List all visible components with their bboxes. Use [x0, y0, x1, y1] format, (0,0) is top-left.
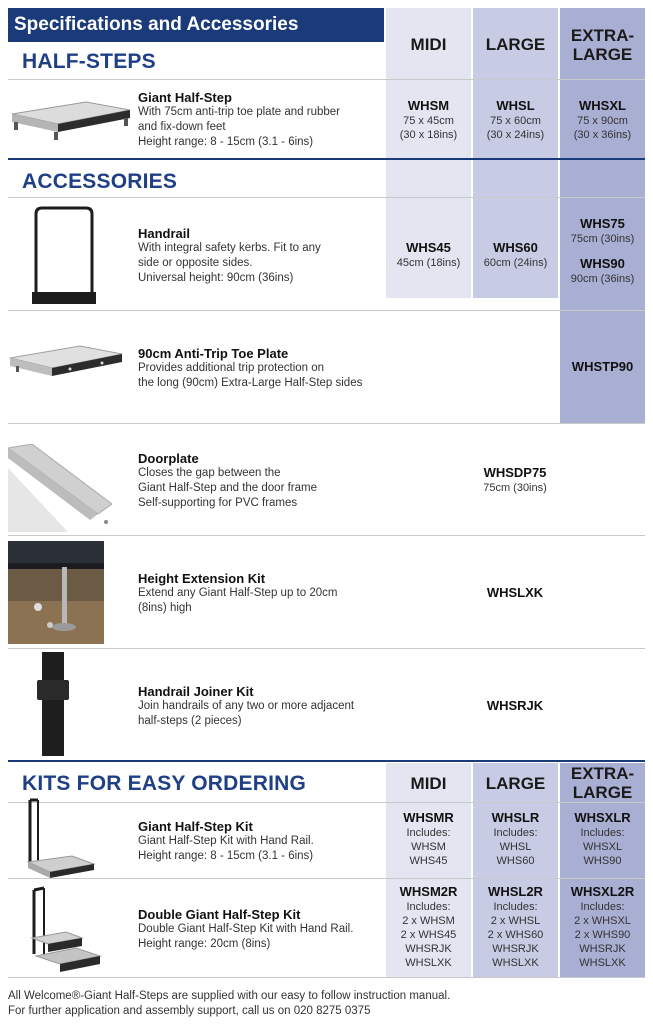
- kit1-midi-cell: [386, 810, 471, 868]
- double-half-step-kit-text: [138, 907, 383, 952]
- half-step-kit-desc-1: Giant Half-Step Kit with Hand Rail.: [138, 835, 314, 847]
- divider: [8, 310, 645, 311]
- kit1-large-line: Includes:: [493, 827, 538, 839]
- toe-plate-image: [6, 338, 124, 394]
- half-step-midi-code: WHSM: [407, 98, 450, 113]
- height-extension-name: Height Extension Kit: [138, 571, 266, 586]
- divider: [8, 648, 645, 649]
- handrail-midi-cell: [386, 240, 471, 270]
- double-half-step-kit-desc-2: Height range: 20cm (8ins): [138, 938, 271, 950]
- kit1-midi-line: Includes:: [406, 827, 451, 839]
- doorplate-cell: [450, 465, 580, 495]
- kit1-midi-line: WHS45: [409, 855, 448, 867]
- half-step-large-code: WHSL: [496, 98, 535, 113]
- double-half-step-kit-desc-1: Double Giant Half-Step Kit with Hand Rail.: [138, 923, 354, 935]
- half-step-large-cell: [473, 98, 558, 142]
- kit1-xl-cell: [560, 810, 645, 868]
- kit2-large-cell: [473, 884, 558, 970]
- kits-column-header-midi: MIDI: [410, 773, 447, 793]
- handrail-desc-3: Universal height: 90cm (36ins): [138, 272, 294, 284]
- half-step-xl-size-ins: (30 x 36ins): [573, 129, 632, 141]
- handrail-xl-code-2: WHS90: [580, 256, 625, 271]
- height-extension-desc-1: Extend any Giant Half-Step up to 20cm: [138, 587, 338, 599]
- section-divider: [8, 158, 645, 160]
- toe-plate-name: 90cm Anti-Trip Toe Plate: [138, 346, 289, 361]
- kit2-midi-line: Includes:: [406, 901, 451, 913]
- height-extension-image: [8, 541, 104, 644]
- height-extension-desc-2: (8ins) high: [138, 602, 192, 614]
- section-divider: [8, 760, 645, 762]
- column-header-xl-line1: EXTRA-: [570, 26, 635, 45]
- half-step-xl-size: 75 x 90cm: [577, 115, 628, 127]
- kit2-xl-line: WHSRJK: [579, 943, 626, 955]
- toe-plate-desc-1: Provides additional trip protection on: [138, 362, 325, 374]
- height-extension-code: WHSLXK: [486, 585, 544, 600]
- divider: [8, 535, 645, 536]
- divider: [8, 197, 645, 198]
- giant-half-step-desc-2: and fix-down feet: [138, 121, 226, 133]
- kit1-xl-line: Includes:: [580, 827, 625, 839]
- toe-plate-desc-2: the long (90cm) Extra-Large Half-Step sides: [138, 377, 363, 389]
- giant-half-step-desc-1: With 75cm anti-trip toe plate and rubber: [138, 106, 340, 118]
- half-step-kit-image: [20, 796, 96, 882]
- kit2-xl-code: WHSXL2R: [570, 884, 635, 899]
- double-half-step-kit-name: Double Giant Half-Step Kit: [138, 907, 301, 922]
- kit2-large-code: WHSL2R: [488, 884, 543, 899]
- kit1-large-line: WHS60: [496, 855, 535, 867]
- divider: [8, 802, 645, 803]
- divider: [8, 977, 645, 978]
- handrail-joiner-code: WHSRJK: [486, 698, 544, 713]
- kit2-midi-code: WHSM2R: [399, 884, 458, 899]
- doorplate-image: [8, 444, 112, 532]
- half-step-large-size-ins: (30 x 24ins): [486, 129, 545, 141]
- toe-plate-text: [138, 346, 438, 391]
- footer: [8, 989, 648, 1019]
- kits-column-header-xl: [560, 764, 645, 802]
- kit2-xl-line: WHSLXK: [579, 957, 626, 969]
- kit2-large-line: 2 x WHS60: [487, 929, 544, 941]
- kit2-large-line: 2 x WHSL: [490, 915, 541, 927]
- kits-column-header-large: LARGE: [485, 773, 546, 793]
- half-step-midi-size: 75 x 45cm: [403, 115, 454, 127]
- column-header-large: LARGE: [485, 34, 546, 54]
- height-extension-cell: [450, 585, 580, 601]
- giant-half-step-text: [138, 90, 383, 150]
- kit1-xl-line: WHS90: [583, 855, 622, 867]
- divider: [8, 423, 645, 424]
- kits-column-header-xl-line2: LARGE: [572, 783, 633, 802]
- doorplate-text: [138, 451, 383, 511]
- handrail-xl-code-1: WHS75: [580, 216, 625, 231]
- kit1-xl-line: WHSXL: [582, 841, 623, 853]
- half-step-xl-cell: [560, 98, 645, 142]
- half-step-kit-desc-2: Height range: 8 - 15cm (3.1 - 6ins): [138, 850, 314, 862]
- half-step-kit-name: Giant Half-Step Kit: [138, 819, 253, 834]
- kit1-large-line: WHSL: [499, 841, 532, 853]
- section-half-steps: HALF-STEPS: [22, 50, 156, 73]
- kit1-xl-code: WHSXLR: [574, 810, 631, 825]
- handrail-image: [28, 204, 100, 308]
- kit2-xl-line: 2 x WHS90: [574, 929, 631, 941]
- kit2-midi-line: WHSRJK: [405, 943, 452, 955]
- handrail-xl-size-1: 75cm (30ins): [570, 233, 635, 245]
- kit2-large-line: WHSRJK: [492, 943, 539, 955]
- kit1-large-cell: [473, 810, 558, 868]
- column-header-midi: MIDI: [410, 34, 447, 54]
- half-step-midi-cell: [386, 98, 471, 142]
- kit1-midi-line: WHSM: [411, 841, 446, 853]
- handrail-joiner-name: Handrail Joiner Kit: [138, 684, 254, 699]
- doorplate-desc-3: Self-supporting for PVC frames: [138, 497, 298, 509]
- height-extension-text: [138, 571, 383, 616]
- half-step-xl-code: WHSXL: [579, 98, 626, 113]
- kit2-large-line: WHSLXK: [492, 957, 539, 969]
- handrail-xl-cell: [560, 216, 645, 286]
- footer-line-2: For further application and assembly support, call us on 020 8275 0375: [8, 1005, 371, 1017]
- page-title: Specifications and Accessories: [8, 8, 384, 42]
- kit2-xl-cell: [560, 884, 645, 970]
- kit2-midi-line: 2 x WHSM: [402, 915, 455, 927]
- toe-plate-xl-cell: [560, 359, 645, 375]
- doorplate-desc-2: Giant Half-Step and the door frame: [138, 482, 317, 494]
- column-header-xl-line2: LARGE: [572, 45, 633, 64]
- kit2-midi-line: 2 x WHS45: [400, 929, 457, 941]
- half-step-large-size: 75 x 60cm: [490, 115, 541, 127]
- toe-plate-xl-code: WHSTP90: [571, 359, 634, 374]
- section-kits: KITS FOR EASY ORDERING: [22, 772, 307, 795]
- half-step-kit-text: [138, 819, 383, 864]
- handrail-desc-1: With integral safety kerbs. Fit to any: [138, 242, 321, 254]
- handrail-joiner-desc-1: Join handrails of any two or more adjacent: [138, 700, 355, 712]
- divider: [8, 79, 645, 80]
- column-header-xl: [560, 24, 645, 66]
- kit2-midi-line: WHSLXK: [405, 957, 452, 969]
- doorplate-code: WHSDP75: [483, 465, 547, 480]
- kit2-xl-line: 2 x WHSXL: [574, 915, 631, 927]
- handrail-joiner-desc-2: half-steps (2 pieces): [138, 715, 242, 727]
- doorplate-size: 75cm (30ins): [483, 482, 547, 494]
- handrail-desc-2: side or opposite sides.: [138, 257, 253, 269]
- kit2-midi-cell: [386, 884, 471, 970]
- handrail-xl-size-2: 90cm (36ins): [570, 273, 635, 285]
- handrail-joiner-text: [138, 684, 383, 729]
- section-accessories: ACCESSORIES: [22, 170, 178, 193]
- kit2-xl-line: Includes:: [580, 901, 625, 913]
- giant-half-step-desc-3: Height range: 8 - 15cm (3.1 - 6ins): [138, 136, 314, 148]
- footer-line-1: All Welcome®-Giant Half-Steps are supplied with our easy to follow instruction manual.: [8, 990, 451, 1002]
- kits-column-header-xl-line1: EXTRA-: [570, 764, 635, 783]
- kit2-large-line: Includes:: [493, 901, 538, 913]
- kit1-midi-code: WHSMR: [403, 810, 454, 825]
- double-half-step-kit-image: [26, 884, 102, 976]
- handrail-joiner-image: [34, 652, 74, 756]
- handrail-text: [138, 226, 383, 286]
- divider: [8, 878, 645, 879]
- handrail-midi-size: 45cm (18ins): [396, 257, 461, 269]
- giant-half-step-name: Giant Half-Step: [138, 90, 232, 105]
- handrail-large-code: WHS60: [493, 240, 538, 255]
- doorplate-name: Doorplate: [138, 451, 199, 466]
- handrail-name: Handrail: [138, 226, 191, 241]
- giant-half-step-image: [6, 88, 132, 150]
- kit1-large-code: WHSLR: [491, 810, 540, 825]
- handrail-large-cell: [473, 240, 558, 270]
- handrail-large-size: 60cm (24ins): [483, 257, 548, 269]
- doorplate-desc-1: Closes the gap between the: [138, 467, 281, 479]
- handrail-joiner-cell: [450, 698, 580, 714]
- half-step-midi-size-ins: (30 x 18ins): [399, 129, 458, 141]
- handrail-midi-code: WHS45: [406, 240, 451, 255]
